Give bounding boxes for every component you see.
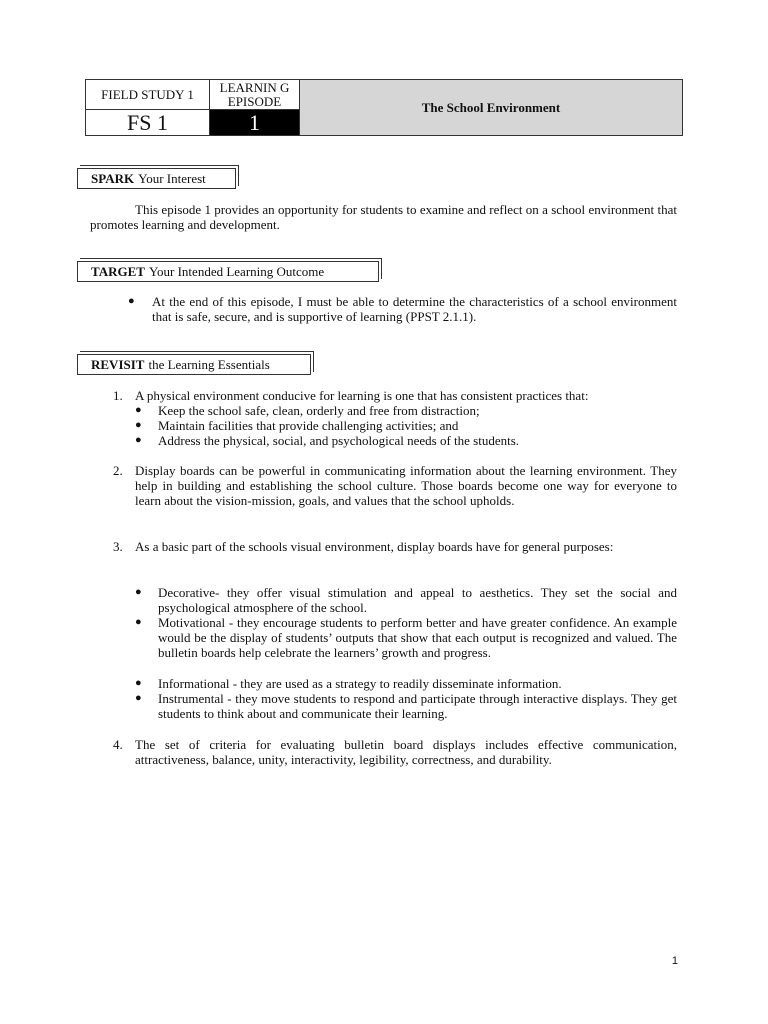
- spark-label-rest: Your Interest: [138, 170, 206, 186]
- list-item: Display boards can be powerful in communicating information about the learning environment. They help in building and establishing the school culture. Those boards become one way for everyone to learn about the vision-mission, goals, and values that the school upholds.: [135, 463, 677, 508]
- revisit-label: [77, 354, 311, 375]
- spark-paragraph: This episode 1 provides an opportunity for students to examine and reflect on a school environment that promotes learning and development.: [90, 202, 677, 232]
- target-label-bold: TARGET: [91, 263, 145, 279]
- revisit-label-bold: REVISIT: [91, 356, 145, 372]
- sub-bullet: Decorative- they offer visual stimulation and appeal to aesthetics. They set the social and psychological atmosphere of the school.: [158, 585, 677, 615]
- sub-bullet: Motivational - they encourage students to perform better and have greater confidence. An example would be the display of students’ outputs that show that each output is recognized and valued. The bulletin boards help celebrate the learners’ growth and progress.: [158, 615, 677, 660]
- list-item: As a basic part of the schools visual environment, display boards have for general purposes:: [135, 539, 614, 554]
- spark-label-bold: SPARK: [91, 170, 135, 186]
- list-item-number: 2.: [113, 463, 123, 478]
- spark-label: [77, 168, 236, 189]
- target-outcome: At the end of this episode, I must be able to determine the characteristics of a school environment that is safe, secure, and is supportive of learning (PPST 2.1.1).: [152, 294, 677, 324]
- bullet-icon: ●: [135, 616, 142, 628]
- sub-bullet: Keep the school safe, clean, orderly and free from distraction;: [158, 403, 480, 418]
- episode-title: The School Environment: [300, 80, 682, 135]
- list-item: The set of criteria for evaluating bulletin board displays includes effective communication, attractiveness, balance, unity, interactivity, legibility, correctness, and durability.: [135, 737, 677, 767]
- list-item-number: 3.: [113, 539, 123, 554]
- list-item: A physical environment conducive for learning is one that has consistent practices that:: [135, 388, 589, 403]
- episode-number-cell: 1: [210, 110, 300, 135]
- sub-bullet: Maintain facilities that provide challenging activities; and: [158, 418, 459, 433]
- target-label: [77, 261, 379, 282]
- episode-header-table: [85, 79, 683, 136]
- learning-episode-cell: LEARNIN G EPISODE: [210, 80, 300, 110]
- bullet-icon: ●: [135, 419, 142, 431]
- bullet-icon: ●: [135, 692, 142, 704]
- sub-bullet: Instrumental - they move students to respond and participate through interactive displays. They get students to think about and communicate their learning.: [158, 691, 677, 721]
- bullet-icon: ●: [135, 677, 142, 689]
- sub-bullet: Informational - they are used as a strategy to readily disseminate information.: [158, 676, 562, 691]
- fs-code-cell: FS 1: [86, 110, 210, 135]
- page-number: 1: [671, 955, 678, 967]
- sub-bullet: Address the physical, social, and psychological needs of the students.: [158, 433, 520, 448]
- list-item-number: 1.: [113, 388, 123, 403]
- bullet-icon: ●: [128, 295, 135, 307]
- revisit-label-rest: the Learning Essentials: [148, 356, 270, 372]
- target-label-rest: Your Intended Learning Outcome: [148, 263, 325, 279]
- field-study-cell: FIELD STUDY 1: [86, 80, 210, 110]
- list-item-number: 4.: [113, 737, 123, 752]
- bullet-icon: ●: [135, 434, 142, 446]
- bullet-icon: ●: [135, 404, 142, 416]
- bullet-icon: ●: [135, 586, 142, 598]
